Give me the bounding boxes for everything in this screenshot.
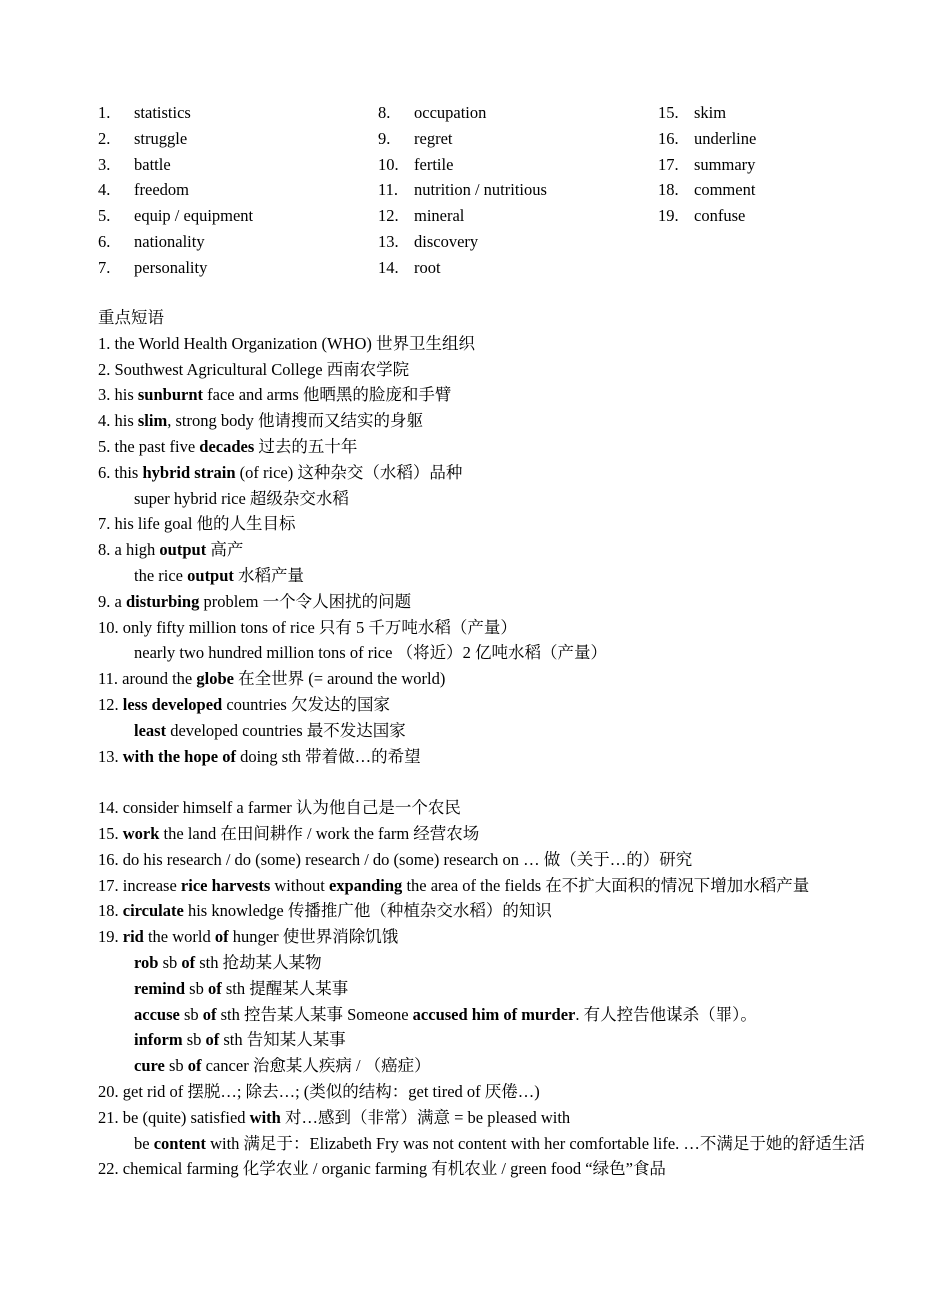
vocab-number: 2.	[98, 128, 111, 148]
phrase-text: sth 抢劫某人某物	[195, 952, 322, 972]
phrase-keyword: with the hope of	[122, 746, 236, 766]
vocab-number: 10.	[378, 154, 399, 174]
phrase-keyword: with	[249, 1107, 281, 1127]
vocab-item	[658, 152, 756, 178]
phrase-text: the rice	[134, 565, 188, 585]
phrase-text: be	[134, 1133, 154, 1153]
vocab-word: mineral	[414, 206, 465, 226]
phrase-text: sb	[158, 952, 182, 972]
vocab-word: personality	[134, 257, 208, 277]
phrase-keyword: of	[202, 1004, 217, 1024]
phrase-text: 18.	[98, 901, 123, 921]
phrase-text: nearly two hundred million tons of rice （将近）2 亿吨水稻（产量）	[134, 643, 607, 663]
vocab-item	[378, 126, 547, 152]
phrase-keyword: circulate	[122, 901, 184, 921]
phrase-line	[98, 692, 918, 718]
phrase-line	[98, 1079, 918, 1105]
vocab-word: summary	[694, 154, 756, 174]
phrase-subline	[98, 950, 918, 976]
vocab-item	[98, 229, 253, 255]
vocab-word: discovery	[414, 231, 479, 251]
phrase-text: 21. be (quite) satisfied	[98, 1107, 250, 1127]
phrase-text: 水稻产量	[233, 565, 305, 585]
phrase-text: 13.	[98, 746, 123, 766]
phrase-keyword: rid	[122, 927, 144, 947]
vocab-word: equip / equipment	[134, 206, 254, 226]
vocab-word: comment	[694, 180, 756, 200]
phrase-text: . 有人控告他谋杀（罪）。	[575, 1004, 757, 1024]
vocab-number: 18.	[658, 180, 679, 200]
vocab-number: 7.	[98, 257, 111, 277]
phrase-text: sb	[182, 1030, 206, 1050]
vocab-number: 17.	[658, 154, 679, 174]
phrase-text: 10. only fifty million tons of rice 只有 5 千万吨水稻（产量）	[98, 617, 517, 637]
phrase-text: cancer 治愈某人疾病 / （癌症）	[201, 1056, 431, 1076]
phrase-text: doing sth 带着做…的希望	[235, 746, 421, 766]
vocab-item	[378, 255, 547, 281]
phrase-keyword: work	[122, 823, 160, 843]
phrase-text: with 满足于：Elizabeth Fry was not content with her comfortable life. …不满足于她的舒适生活	[205, 1133, 865, 1153]
vocab-column-3	[658, 100, 756, 229]
vocab-number: 16.	[658, 128, 679, 148]
vocab-column-2	[378, 100, 547, 281]
phrase-subline	[98, 1131, 918, 1157]
phrase-line	[98, 898, 918, 924]
phrase-text: 9. a	[98, 591, 126, 611]
phrase-keyword: accused him of murder	[412, 1004, 576, 1024]
phrase-keyword: of	[187, 1056, 202, 1076]
phrase-text: his knowledge 传播推广他（种植杂交水稻）的知识	[183, 901, 552, 921]
vocab-number: 5.	[98, 206, 111, 226]
phrase-text: 4. his	[98, 411, 138, 431]
phrase-text: face and arms 他晒黑的脸庞和手臂	[203, 385, 452, 405]
phrase-line	[98, 1156, 918, 1182]
phrase-text: sb	[185, 978, 208, 998]
vocab-item	[658, 203, 756, 229]
phrase-text: 3. his	[98, 385, 138, 405]
vocab-item	[658, 177, 756, 203]
phrase-text: without	[270, 875, 329, 895]
vocab-item	[378, 177, 547, 203]
vocab-item	[378, 100, 547, 126]
phrase-line	[98, 847, 918, 873]
vocab-word: struggle	[134, 128, 188, 148]
vocab-word: nutrition / nutritious	[414, 180, 547, 200]
phrase-keyword: hybrid strain	[142, 462, 236, 482]
phrase-subline	[98, 1053, 918, 1079]
vocab-item	[378, 229, 547, 255]
vocab-number: 6.	[98, 231, 111, 251]
phrase-keyword: sunburnt	[137, 385, 204, 405]
vocab-item	[658, 100, 756, 126]
vocab-word: statistics	[134, 103, 191, 122]
vocab-number: 11.	[378, 180, 399, 200]
phrase-text: , strong body 他请搜而又结实的身躯	[167, 411, 423, 431]
phrase-subline	[98, 563, 918, 589]
vocab-number: 13.	[378, 231, 399, 251]
phrase-text: 16. do his research / do (some) research / do (some) research on … 做（关于…的）研究	[98, 849, 693, 869]
phrase-keyword: expanding	[328, 875, 403, 895]
vocab-word: fertile	[414, 154, 454, 174]
vocab-number: 12.	[378, 206, 399, 226]
vocab-number: 4.	[98, 180, 111, 200]
phrase-text: 19.	[98, 927, 123, 947]
vocab-word: nationality	[134, 231, 205, 251]
phrase-text: sth 控告某人某事 Someone	[216, 1004, 413, 1024]
vocab-word: skim	[694, 103, 727, 122]
phrase-keyword: disturbing	[125, 591, 200, 611]
phrase-text: sth 提醒某人某事	[221, 978, 349, 998]
phrase-text: 14. consider himself a farmer 认为他自己是一个农民	[98, 798, 461, 818]
phrase-text: problem 一个令人困扰的问题	[199, 591, 412, 611]
vocab-number: 3.	[98, 154, 111, 174]
vocab-number: 8.	[378, 103, 391, 122]
phrase-text: 22. chemical farming 化学农业 / organic farming 有机农业 / green food “绿色”食品	[98, 1159, 666, 1179]
vocab-item	[98, 126, 253, 152]
phrase-text: hunger 使世界消除饥饿	[228, 927, 399, 947]
phrase-text: 8. a high	[98, 540, 160, 560]
phrase-text: 过去的五十年	[254, 436, 358, 456]
phrase-text: 在全世界 (= around the world)	[233, 669, 446, 689]
phrase-text: 5. the past five	[98, 436, 200, 456]
phrase-line	[98, 615, 918, 641]
phrase-keyword: least	[134, 720, 167, 740]
vocab-item	[378, 203, 547, 229]
phrase-text: 20. get rid of 摆脱…; 除去…; (类似的结构：get tired of 厌倦…)	[98, 1081, 540, 1101]
phrase-keyword: slim	[137, 411, 168, 431]
phrase-line	[98, 1105, 918, 1131]
vocab-word: underline	[694, 128, 757, 148]
phrase-text: the world	[143, 927, 215, 947]
phrase-line	[98, 666, 918, 692]
phrase-text: 15.	[98, 823, 123, 843]
phrase-text: the land 在田间耕作 / work the farm 经营农场	[159, 823, 480, 843]
phrase-keyword: of	[205, 1030, 220, 1050]
phrase-line	[98, 873, 918, 899]
phrase-line	[98, 382, 918, 408]
phrase-line	[98, 511, 918, 537]
vocab-word: root	[414, 257, 441, 277]
phrase-line	[98, 744, 918, 770]
vocab-number: 1.	[98, 103, 111, 122]
phrase-line	[98, 795, 918, 821]
phrase-keyword: globe	[196, 669, 234, 689]
vocab-word: regret	[414, 128, 453, 148]
phrase-subline	[98, 718, 918, 744]
phrase-text: 2. Southwest Agricultural College 西南农学院	[98, 359, 410, 379]
phrase-keyword: of	[181, 952, 196, 972]
phrase-keyword: content	[153, 1133, 206, 1153]
vocab-number: 9.	[378, 128, 391, 148]
phrase-line	[98, 589, 918, 615]
vocab-item	[98, 255, 253, 281]
phrase-line	[98, 434, 918, 460]
vocab-word: battle	[134, 154, 171, 174]
phrase-text: 7. his life goal 他的人生目标	[98, 514, 296, 534]
section-heading: 重点短语	[98, 308, 164, 327]
phrase-line	[98, 357, 918, 383]
phrase-subline	[98, 1002, 918, 1028]
phrase-keyword: of	[207, 978, 222, 998]
phrase-keyword: accuse	[134, 1004, 180, 1024]
phrase-keyword: inform	[134, 1030, 183, 1050]
phrase-text: 17. increase	[98, 875, 181, 895]
key-phrases-list	[98, 331, 918, 1182]
vocab-item	[98, 100, 253, 126]
phrase-keyword: less developed	[122, 694, 223, 714]
phrase-line	[98, 460, 918, 486]
phrase-keyword: rob	[134, 952, 159, 972]
vocab-item	[658, 126, 756, 152]
phrase-keyword: output	[159, 540, 207, 560]
phrase-text: the area of the fields 在不扩大面积的情况下增加水稻产量	[402, 875, 810, 895]
vocab-word: freedom	[134, 180, 189, 200]
vocab-number: 15.	[658, 103, 679, 122]
vocab-word: confuse	[694, 206, 746, 226]
phrase-text: developed countries 最不发达国家	[166, 720, 406, 740]
phrase-text: sth 告知某人某事	[219, 1030, 346, 1050]
vocabulary-list	[98, 100, 918, 282]
vocab-number: 14.	[378, 257, 399, 277]
phrase-keyword: cure	[134, 1056, 165, 1076]
phrase-keyword: rice harvests	[180, 875, 271, 895]
phrase-line	[98, 537, 918, 563]
phrase-keyword: decades	[199, 436, 255, 456]
phrase-text: sb	[164, 1056, 188, 1076]
vocab-number: 19.	[658, 206, 679, 226]
phrase-text: (of rice) 这种杂交（水稻）品种	[235, 462, 463, 482]
phrase-line	[98, 408, 918, 434]
vocab-item	[98, 152, 253, 178]
phrase-text: sb	[179, 1004, 203, 1024]
document-page	[98, 100, 918, 1182]
phrase-subline	[98, 1027, 918, 1053]
phrase-subline	[98, 640, 918, 666]
vocab-word: occupation	[414, 103, 487, 122]
phrase-keyword: output	[187, 565, 234, 585]
phrase-text: 12.	[98, 694, 123, 714]
phrase-subline	[98, 486, 918, 512]
phrase-line	[98, 821, 918, 847]
phrase-subline	[98, 976, 918, 1002]
phrase-text: countries 欠发达的国家	[222, 694, 390, 714]
phrase-text: 11. around the	[98, 669, 197, 689]
phrase-keyword: remind	[134, 978, 186, 998]
vocab-item	[378, 152, 547, 178]
phrase-line	[98, 924, 918, 950]
phrase-text: 对…感到（非常）满意 = be pleased with	[280, 1107, 571, 1127]
vocab-item	[98, 203, 253, 229]
phrase-line	[98, 331, 918, 357]
phrase-text: 6. this	[98, 462, 143, 482]
blank-line	[98, 769, 918, 795]
phrase-text: 1. the World Health Organization (WHO) 世界卫生组织	[98, 333, 476, 353]
vocab-item	[98, 177, 253, 203]
vocab-column-1	[98, 100, 253, 281]
phrase-keyword: of	[214, 927, 229, 947]
phrase-text: super hybrid rice 超级杂交水稻	[134, 488, 349, 508]
phrase-text: 高产	[206, 540, 244, 560]
